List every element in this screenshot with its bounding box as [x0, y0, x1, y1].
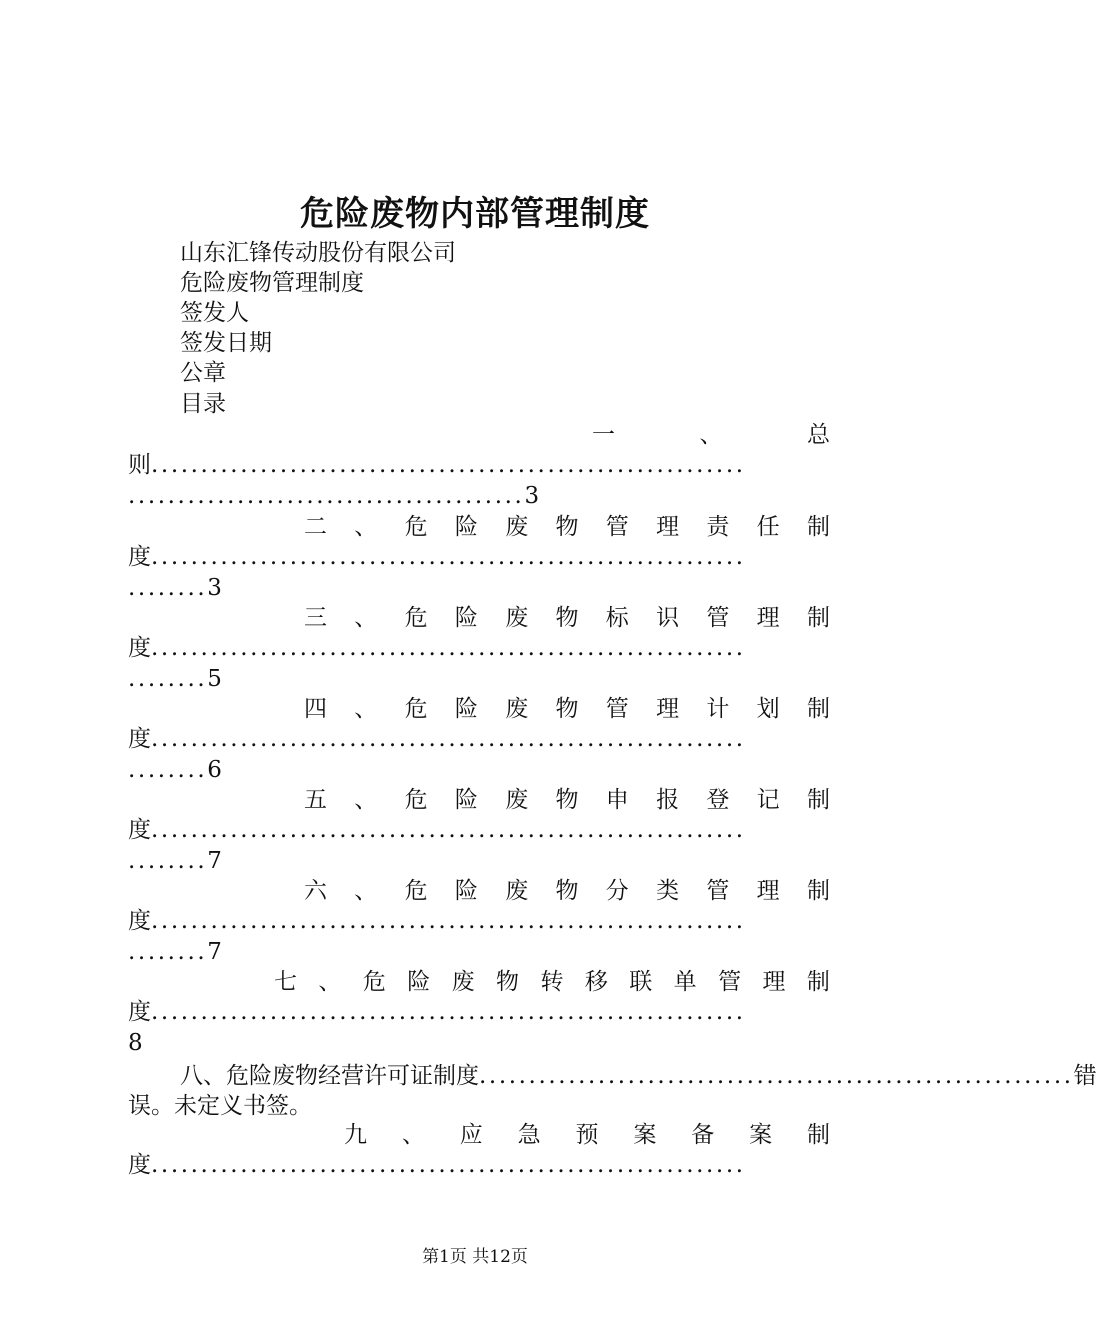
toc-heading-char: 废: [505, 787, 529, 813]
toc-heading-char: 制: [806, 514, 830, 540]
toc-entry-line2: [128, 1150, 830, 1180]
toc-heading-char: 理: [656, 696, 680, 722]
toc-heading-char: 管: [706, 878, 730, 904]
company-name: 山东汇锋传动股份有限公司: [180, 240, 456, 266]
toc-heading-char: 、: [354, 878, 378, 904]
toc-page-number: 6: [207, 757, 222, 783]
toc-heading-char: 制: [806, 787, 830, 813]
toc-page-number: 7: [207, 939, 222, 965]
toc-heading-char: 、: [354, 514, 378, 540]
toc-page-number: 7: [207, 848, 222, 874]
toc-error-text: 错: [1073, 1063, 1097, 1089]
toc-heading-char: 理: [656, 514, 680, 540]
toc-page-number: 8: [128, 1030, 143, 1056]
toc-heading-char: 管: [718, 969, 742, 995]
toc-leader-dots: ............................................................: [151, 999, 746, 1025]
toc-heading-char: 险: [454, 605, 478, 631]
toc-heading-char: 报: [656, 787, 680, 813]
toc-entry-line2: [128, 997, 830, 1027]
toc-leader-dots: ........: [128, 939, 208, 965]
toc-entry-line1: [344, 1120, 830, 1150]
toc-entry-line3: [128, 573, 830, 603]
toc-heading-char: 制: [806, 878, 830, 904]
issuer-label: 签发人: [180, 300, 249, 326]
toc-heading-char: 、: [699, 422, 723, 448]
toc-heading-char: 识: [656, 605, 680, 631]
toc-entry-line1: [304, 512, 830, 542]
toc-heading-char: 标: [605, 605, 629, 631]
toc-heading-end: 误。未定义书签。: [128, 1093, 312, 1119]
toc-heading-char: 险: [454, 514, 478, 540]
toc-heading-char: 分: [605, 878, 629, 904]
toc-heading-char: 七: [274, 969, 297, 995]
toc-heading-char: 责: [706, 514, 730, 540]
toc-page-number: 3: [524, 483, 540, 509]
toc-entry-line1: [274, 967, 830, 997]
toc-entry-line2: [128, 450, 830, 480]
toc-heading-char: 险: [454, 787, 478, 813]
toc-heading-char: 、: [318, 969, 342, 995]
toc-leader-dots: ............................................................: [151, 635, 746, 661]
toc-heading-char: 五: [304, 787, 327, 813]
toc-leader-dots: ........: [128, 848, 208, 874]
toc-heading-char: 制: [806, 696, 830, 722]
toc-heading-char: 、: [354, 696, 378, 722]
toc-heading-end: 度: [128, 544, 151, 570]
toc-heading-end: 度: [128, 635, 151, 661]
toc-heading-char: 九: [344, 1122, 367, 1148]
toc-entry-line1: [304, 694, 830, 724]
toc-heading-char: 登: [706, 787, 730, 813]
toc-heading-char: 二: [304, 514, 327, 540]
toc-heading-char: 物: [555, 696, 579, 722]
seal-label: 公章: [180, 360, 226, 386]
toc-heading-end: 则: [128, 452, 151, 478]
toc-heading-char: 废: [505, 696, 529, 722]
toc-heading-char: 管: [605, 514, 629, 540]
toc-heading-char: 理: [756, 605, 780, 631]
toc-entry-line2: [128, 1091, 830, 1121]
toc-entry-line2: [128, 815, 830, 845]
toc-entry-line3: [128, 664, 830, 694]
toc-heading-char: 转: [540, 969, 564, 995]
toc-entry-line2: [128, 724, 830, 754]
toc-heading-char: 制: [806, 969, 830, 995]
toc-heading-text: 八、危险废物经营许可证制度: [180, 1063, 479, 1089]
toc-heading-char: 记: [756, 787, 780, 813]
toc-entry-line3: [128, 846, 830, 876]
toc-heading: 目录: [180, 391, 226, 417]
toc-heading-char: 、: [401, 1122, 425, 1148]
toc-heading-char: 物: [555, 605, 579, 631]
toc-heading-char: 理: [762, 969, 786, 995]
toc-heading-char: 划: [756, 696, 780, 722]
toc-heading-char: 险: [454, 878, 478, 904]
toc-entry-line2: [128, 542, 830, 572]
regulation-name: 危险废物管理制度: [180, 270, 364, 296]
toc-leader-dots: ............................................................: [151, 452, 746, 478]
toc-heading-char: 计: [706, 696, 730, 722]
toc-heading-char: 制: [806, 605, 830, 631]
toc-leader-dots: ........: [128, 757, 208, 783]
toc-leader-dots: ............................................................: [151, 1152, 746, 1178]
toc-heading-char: 应: [459, 1122, 483, 1148]
toc-heading-char: 申: [605, 787, 629, 813]
toc-page-number: 3: [207, 575, 222, 601]
toc-heading-char: 类: [656, 878, 680, 904]
toc-heading-end: 度: [128, 999, 151, 1025]
toc-heading-char: 物: [555, 878, 579, 904]
toc-leader-dots: ........: [128, 575, 208, 601]
toc-heading-char: 备: [691, 1122, 715, 1148]
toc-heading-char: 危: [404, 514, 428, 540]
toc-heading-char: 急: [517, 1122, 541, 1148]
toc-heading-char: 、: [354, 605, 378, 631]
toc-heading-char: 废: [505, 878, 529, 904]
toc-heading-char: 三: [304, 605, 327, 631]
toc-heading-char: 理: [756, 878, 780, 904]
toc-heading-char: 危: [404, 787, 428, 813]
toc-heading-char: 危: [404, 605, 428, 631]
toc-entry-line2: [128, 906, 830, 936]
toc-heading-char: 险: [407, 969, 431, 995]
toc-entry-line3: [128, 755, 830, 785]
toc-heading-char: 总: [807, 422, 830, 448]
toc-heading-char: 案: [749, 1122, 773, 1148]
issue-date-label: 签发日期: [180, 330, 272, 356]
toc-heading-char: 四: [304, 696, 327, 722]
toc-heading-char: 物: [496, 969, 520, 995]
toc-heading-char: 物: [555, 787, 579, 813]
document-title: 危险废物内部管理制度: [300, 194, 650, 234]
toc-heading-char: 险: [454, 696, 478, 722]
toc-leader-dots: ............................................................: [151, 544, 746, 570]
toc-heading-char: 废: [451, 969, 475, 995]
toc-heading-char: 制: [807, 1122, 830, 1148]
toc-leader-dots: ........................................: [128, 483, 525, 509]
toc-entry-line1: [304, 876, 830, 906]
toc-leader-dots: ............................................................: [151, 817, 746, 843]
toc-entry-line2: [128, 633, 830, 663]
toc-entry-line3: [128, 481, 830, 511]
toc-leader-dots: ............................................................: [151, 726, 746, 752]
toc-heading-char: 危: [404, 696, 428, 722]
toc-heading-char: 、: [354, 787, 378, 813]
toc-page-number: 5: [207, 666, 222, 692]
toc-entry-line3: [128, 1028, 830, 1058]
toc-entry-line1: [304, 785, 830, 815]
toc-heading-end: 度: [128, 726, 151, 752]
toc-entry-line1: [592, 420, 830, 450]
toc-heading-char: 物: [555, 514, 579, 540]
toc-heading-char: 预: [575, 1122, 599, 1148]
toc-heading-char: 任: [756, 514, 780, 540]
toc-heading-char: 联: [629, 969, 653, 995]
toc-heading-char: 管: [706, 605, 730, 631]
toc-heading-char: 管: [605, 696, 629, 722]
toc-heading-char: 废: [505, 605, 529, 631]
page-footer: 第1页 共12页: [422, 1247, 528, 1267]
toc-heading-char: 案: [633, 1122, 657, 1148]
toc-heading-end: 度: [128, 817, 151, 843]
toc-entry-line1: [304, 603, 830, 633]
toc-heading-end: 度: [128, 1152, 151, 1178]
toc-heading-char: 单: [673, 969, 697, 995]
toc-heading-char: 危: [362, 969, 386, 995]
toc-leader-dots: ............................................................: [479, 1063, 1074, 1089]
toc-heading-char: 一: [592, 422, 615, 448]
toc-entry-line3: [128, 937, 830, 967]
toc-entry-line1: [180, 1061, 1097, 1091]
toc-heading-char: 六: [304, 878, 327, 904]
toc-leader-dots: ............................................................: [151, 908, 746, 934]
toc-leader-dots: ........: [128, 666, 208, 692]
toc-heading-char: 废: [505, 514, 529, 540]
toc-heading-char: 移: [584, 969, 608, 995]
toc-heading-char: 危: [404, 878, 428, 904]
toc-heading-end: 度: [128, 908, 151, 934]
